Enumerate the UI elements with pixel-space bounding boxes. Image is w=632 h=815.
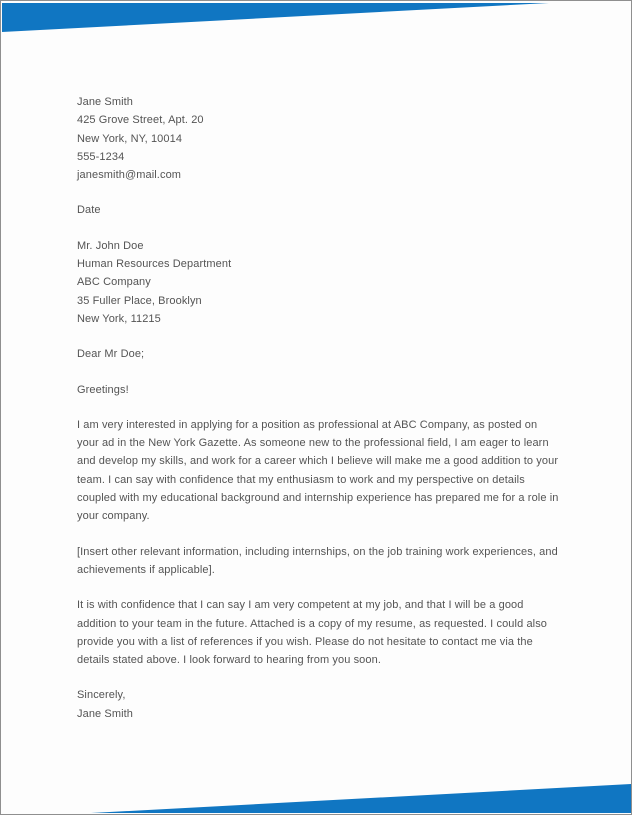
- bottom-accent-wedge-shape: [91, 784, 632, 813]
- sender-email: janesmith@mail.com: [77, 169, 182, 182]
- recipient-company: ABC Company: [77, 276, 151, 289]
- paragraph-text: It is with confidence that I can say I am very competent at my job, and that I will be a good addition to your team in the future. Attached is a copy of my resume, as requested. I could also provide you with a list of references if you wish. Please do not hesitate to contact me via the details stated above. I look forward to hearing from you soon.: [77, 599, 548, 667]
- sender-phone: 555-1234: [77, 150, 125, 163]
- top-accent-wedge-shape: [2, 3, 549, 32]
- greeting: Greetings!: [77, 383, 129, 396]
- sender-block: [77, 93, 559, 184]
- closing-block: [77, 686, 559, 723]
- paragraph-text: I am very interested in applying for a position as professional at ABC Company, as posted on your ad in the New York Gazette. As someone new to the professional field, I am eager to learn and develop my skills, and work for a career which I believe will make me a good addition to your team. I can say with confidence that my enthusiasm to work and my perspective on details coupled with my educational background and internship experience has prepared me for a role in your company.: [77, 418, 559, 523]
- recipient-department: Human Resources Department: [77, 258, 232, 271]
- bottom-accent-wedge: [1, 782, 632, 814]
- letter-body: [77, 93, 559, 723]
- recipient-block: [77, 237, 559, 328]
- body-paragraph-3: [77, 596, 559, 669]
- salutation: Dear Mr Doe;: [77, 348, 145, 361]
- body-paragraph-1: [77, 416, 559, 526]
- recipient-name: Mr. John Doe: [77, 239, 144, 252]
- recipient-address-line2: New York, 11215: [77, 312, 161, 325]
- date-placeholder: Date: [77, 204, 101, 217]
- recipient-address-line1: 35 Fuller Place, Brooklyn: [77, 294, 202, 307]
- signature: Jane Smith: [77, 707, 134, 720]
- sender-name: Jane Smith: [77, 96, 134, 108]
- sender-address-line1: 425 Grove Street, Apt. 20: [77, 114, 204, 127]
- top-accent-wedge: [1, 1, 632, 37]
- closing: Sincerely,: [77, 689, 126, 702]
- sender-address-line2: New York, NY, 10014: [77, 132, 183, 145]
- paragraph-text: [Insert other relevant information, including internships, on the job training work experiences, and achievements if applicable].: [77, 545, 558, 576]
- body-paragraph-2: [77, 543, 559, 580]
- salutation-block: [77, 345, 559, 363]
- date-block: [77, 201, 559, 219]
- greeting-block: [77, 381, 559, 399]
